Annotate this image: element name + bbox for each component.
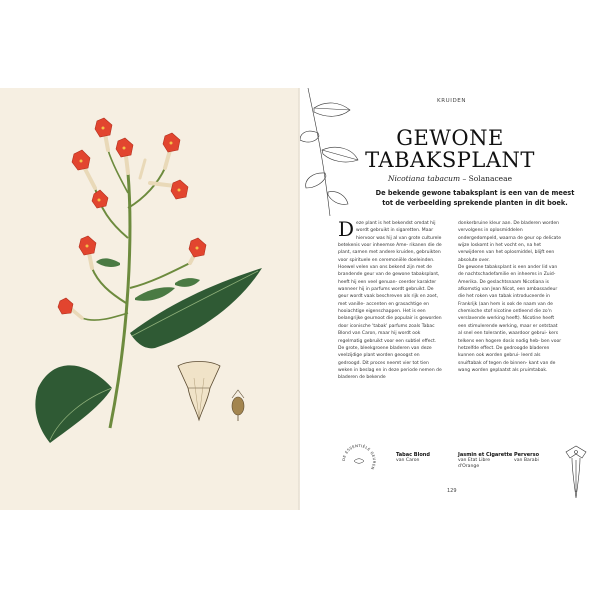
right-page-text xyxy=(300,88,600,510)
text-column-left xyxy=(338,217,442,382)
perfume-brand: van Etat Libre d'Orange xyxy=(458,458,491,469)
badge-leaf-icon xyxy=(354,459,364,464)
intro-text: De bekende gewone tabaksplant is een van de meest tot de verbeelding sprekende planten in dit boek. xyxy=(375,189,575,207)
latin-name: Nicotiana tabacum xyxy=(387,174,461,183)
text-column-right xyxy=(458,220,562,374)
badge-text: DE ESSENTIËLE GEUREN xyxy=(341,443,377,471)
essential-scents-badge xyxy=(340,442,378,480)
favorite-perfume xyxy=(396,452,430,464)
flower-8 xyxy=(58,298,73,314)
perfume-brand: van Caron xyxy=(396,458,420,463)
left-page-illustration xyxy=(0,88,300,510)
perfume-name: Perverso xyxy=(514,452,540,458)
flower-sketch-icon xyxy=(562,442,590,500)
seed-capsule-drawing xyxy=(232,390,244,421)
paragraph: donkerbruine kleur aan. De bladeren worden vervolgens in oplosmiddelen ondergedompeld, waarna de geur op delicate wijze loskomt in het vocht en, na het verwijderen van het oplosmiddel, blijft een absolute over. xyxy=(458,221,561,263)
paragraph: eze plant is het bekendst omdat hij wordt gebruikt in sigaretten. Maar hiervoor was hij al van grote culturele betekenis voor inheemse Ame- rikanen die de plant, samen met andere kruiden, gebruikten voor spirituele en ceremoniële doeleinden. xyxy=(338,221,442,263)
page-title-line-2: TABAKSPLANT xyxy=(365,148,535,172)
favorite-perfume xyxy=(514,452,539,464)
paragraph: De gewone tabaksplant is een ander lid van de nachtschadefamilie en inheems in Zuid-Amerika. De geslachtsnaam Nicotiana is afkomstig van Jean Nicot, een ambassadeur die het roken van tabak introduceerde in Frankrijk (aan hem is ook de naam van de chemische stof nicotine ontleend die zo'n verslavende werking heeft). Nicotine heeft een stimulerende werking, maar er ontstaat al snel een tolerantie, waardoor gebrui- kers telkens een hogere dosis nodig heb- ben voor hetzelfde effect. De gedroogde bladeren kunnen ook worden gebrui- leerd als snuiftabak of tegen de binnen- kant van de wang worden geplaatst als pruimtabak. xyxy=(458,265,562,373)
family-name: – Solanaceae xyxy=(462,174,513,183)
section-label: KRUIDEN xyxy=(437,98,467,104)
page-title-line-1: GEWONE xyxy=(396,126,504,150)
subtitle xyxy=(300,174,600,183)
paragraph: De grote, bleekgroene bladeren van deze veelzijdige plant worden geoogst en gedroogd. Dit proces neemt vier tot tien weken in beslag en in deze periode nemen de bladeren de bekende xyxy=(338,345,442,381)
drop-cap: D xyxy=(338,217,355,241)
paragraph: Hoewel velen van ons bekend zijn met de brandende geur van de gewone tabaksplant, heeft hij een veel genuan- ceerder karakter wanneer hij in parfums wordt gebruikt. De geur wordt vaak beschreven als rijk en zoet, met vanille- accenten en grasachtige en hooiachtige eigenschappen. Het is een belangrijke geurnoot die populair is geworden door iconische 'tabak' parfums zoals Tabac Blond van Caron, maar hij wordt ook regelmatig gebruikt voor een subtiel effect. xyxy=(338,265,442,344)
leaf-left xyxy=(35,365,112,443)
perfume-brand: van Barabi xyxy=(514,458,539,463)
book-spread xyxy=(0,88,600,510)
perfume-name: Jasmin et Cigarette xyxy=(458,452,513,458)
page-number: 129 xyxy=(447,488,457,494)
svg-text:DE ESSENTIËLE GEUREN xyxy=(342,444,376,471)
favorite-perfume xyxy=(458,452,512,470)
perfume-name: Tabac Blond xyxy=(396,452,430,458)
tobacco-plant-illustration xyxy=(0,88,300,510)
flower-detail-drawing xyxy=(178,362,220,421)
